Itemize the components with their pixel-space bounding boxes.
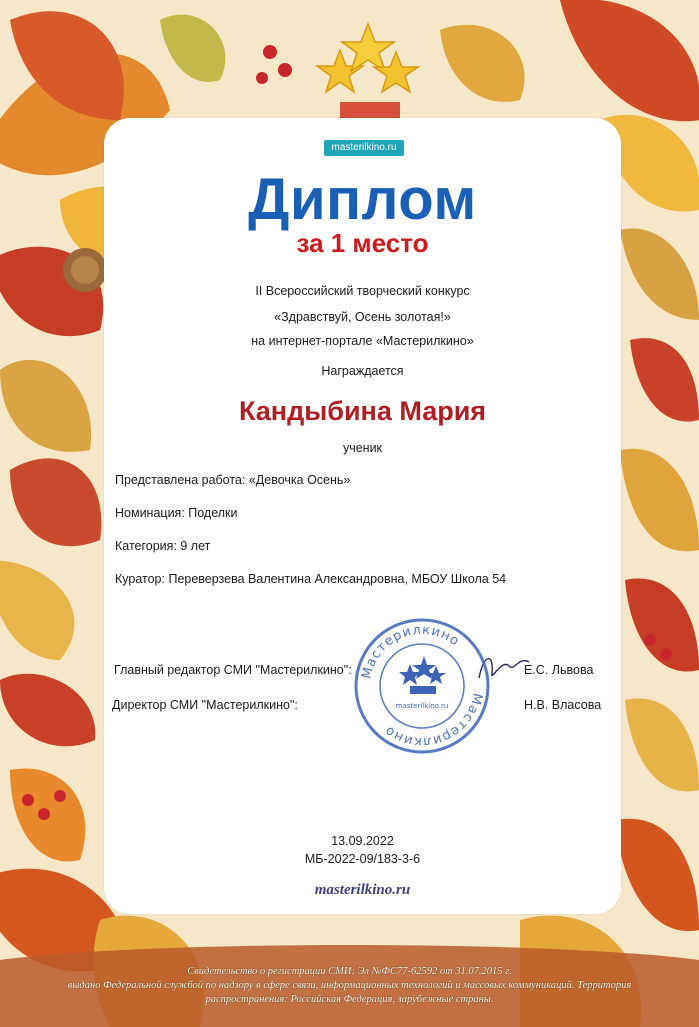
recipient-role: ученик <box>342 441 383 455</box>
editor-title: Главный редактор СМИ "Мастерилкино": <box>114 663 352 677</box>
issue-number: МБ-2022-09/183-3-6 <box>304 852 421 866</box>
awarded-label: Награждается <box>321 364 404 378</box>
stamp-ring-text-2: Мастерилкино <box>381 691 485 750</box>
contest-line-1: II Всероссийский творческий конкурс <box>255 284 470 298</box>
footer-line-1: Свидетельство о регистрации СМИ: Эл №ФС77-62592 от 31.07.2015 г. <box>187 966 512 977</box>
director-name: Н.В. Власова <box>524 698 602 712</box>
footer-line-2: выдано Федеральной службой по надзору в сфере связи, информационных технологий и массовых коммуникаций. Территория <box>67 980 632 991</box>
contest-line-2: «Здравствуй, Осень золотая!» <box>274 310 451 324</box>
recipient-name: Кандыбина Мария <box>238 396 487 426</box>
category: Категория: 9 лет <box>115 539 211 553</box>
footer-line-3: распространения: Российская Федерация, зарубежные страны. <box>205 994 494 1005</box>
stamp-graphic <box>352 616 492 756</box>
contest-line-3: на интернет-портале «Мастерилкино» <box>251 334 474 348</box>
nomination: Номинация: Поделки <box>115 506 238 520</box>
director-title: Директор СМИ "Мастерилкино": <box>112 698 298 712</box>
place-award: за 1 место <box>296 228 429 258</box>
editor-name: Е.С. Львова <box>524 663 594 677</box>
site-logo-label: masterilkino.ru <box>324 140 404 156</box>
curator: Куратор: Переверзева Валентина Александровна, МБОУ Школа 54 <box>115 572 507 586</box>
diploma-card <box>104 118 621 914</box>
gold-stars-award-icon <box>300 20 430 130</box>
work-title: Представлена работа: «Девочка Осень» <box>115 473 351 487</box>
issue-date: 13.09.2022 <box>331 834 394 848</box>
stamp-ring-text: Мастерилкино <box>359 622 463 681</box>
official-stamp <box>352 616 492 756</box>
stamp-center-text: masterilkino.ru <box>395 702 449 710</box>
diploma-title: Диплом <box>248 167 477 232</box>
site-url: masterilkino.ru <box>314 882 411 898</box>
